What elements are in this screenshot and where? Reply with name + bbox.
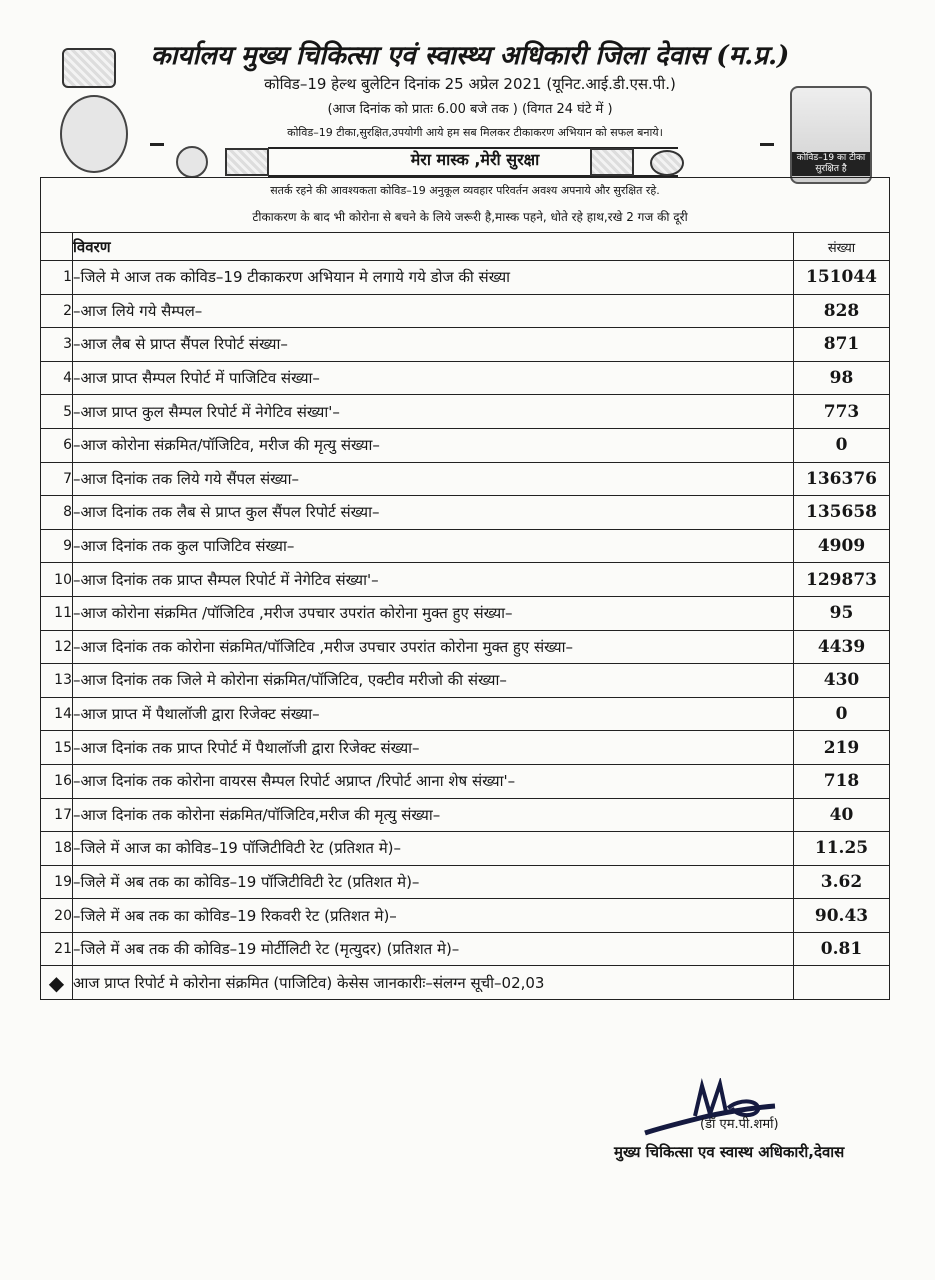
row-description: –आज दिनांक तक कुल पाजिटिव संख्या– bbox=[73, 529, 794, 563]
divider-dash-right bbox=[760, 143, 774, 146]
table-row bbox=[41, 294, 890, 328]
row-number: 5 bbox=[41, 395, 73, 429]
row-value: 4439 bbox=[794, 630, 890, 664]
row-description: –जिले में अब तक की कोविड–19 मोर्टीलिटी रेट (मृत्युदर) (प्रतिशत मे)– bbox=[73, 932, 794, 966]
time-line: (आज दिनांक को प्रातः 6.00 बजे तक ) (विगत 24 घंटे में ) bbox=[327, 102, 613, 117]
row-number: 7 bbox=[41, 462, 73, 496]
row-number: 14 bbox=[41, 697, 73, 731]
bulletin-table bbox=[40, 232, 890, 1000]
column-header-count: संख्या bbox=[794, 233, 890, 261]
row-value: 98 bbox=[794, 361, 890, 395]
table-row bbox=[41, 596, 890, 630]
column-header-description: विवरण bbox=[73, 233, 794, 261]
row-number: 8 bbox=[41, 496, 73, 530]
row-description: –आज दिनांक तक प्राप्त सैम्पल रिपोर्ट में नेगेटिव संख्या'– bbox=[73, 563, 794, 597]
row-number: 9 bbox=[41, 529, 73, 563]
table-row bbox=[41, 529, 890, 563]
row-value: 828 bbox=[794, 294, 890, 328]
table-row bbox=[41, 764, 890, 798]
table-row bbox=[41, 865, 890, 899]
row-value: 871 bbox=[794, 328, 890, 362]
row-value: 0 bbox=[794, 697, 890, 731]
distancing-illustration-icon bbox=[650, 150, 684, 176]
row-value: 135658 bbox=[794, 496, 890, 530]
row-description: –जिले में अब तक का कोविड–19 पॉजिटीविटी रेट (प्रतिशत मे)– bbox=[73, 865, 794, 899]
footer-empty-cell bbox=[794, 966, 890, 1000]
row-number: 4 bbox=[41, 361, 73, 395]
row-description: –आज दिनांक तक कोरोना संक्रमित/पॉजिटिव ,मरीज उपचार उपरांत कोरोना मुक्त हुए संख्या– bbox=[73, 630, 794, 664]
office-title: कार्यालय मुख्य चिकित्सा एवं स्वास्थ्य अधिकारी जिला देवास (म.प्र.) bbox=[150, 41, 790, 71]
row-description: –आज प्राप्त में पैथालॉजी द्वारा रिजेक्ट संख्या– bbox=[73, 697, 794, 731]
table-row bbox=[41, 932, 890, 966]
row-value: 90.43 bbox=[794, 899, 890, 933]
row-description: –जिले मे आज तक कोविड–19 टीकाकरण अभियान मे लगाये गये डोज की संख्या bbox=[73, 261, 794, 295]
table-row bbox=[41, 798, 890, 832]
row-value: 3.62 bbox=[794, 865, 890, 899]
logo-caption: कोविड–19 का टीका सुरक्षित है bbox=[792, 152, 870, 176]
row-number: 13 bbox=[41, 664, 73, 698]
row-number: 10 bbox=[41, 563, 73, 597]
row-value: 151044 bbox=[794, 261, 890, 295]
row-value: 0 bbox=[794, 428, 890, 462]
row-description: –जिले में अब तक का कोविड–19 रिकवरी रेट (प्रतिशत मे)– bbox=[73, 899, 794, 933]
table-row bbox=[41, 395, 890, 429]
divider-dash bbox=[150, 143, 164, 146]
hand-wash-illustration-icon bbox=[62, 48, 116, 88]
row-number: 16 bbox=[41, 764, 73, 798]
table-row bbox=[41, 361, 890, 395]
row-description: –आज दिनांक तक कोरोना वायरस सैम्पल रिपोर्ट अप्राप्त /रिपोर्ट आना शेष संख्या'– bbox=[73, 764, 794, 798]
row-description: –जिले में आज का कोविड–19 पॉजिटीविटी रेट (प्रतिशत मे)– bbox=[73, 832, 794, 866]
table-row bbox=[41, 261, 890, 295]
diamond-bullet-icon: ◆ bbox=[41, 966, 73, 1000]
row-description: –आज प्राप्त सैम्पल रिपोर्ट में पाजिटिव संख्या– bbox=[73, 361, 794, 395]
mask-left-illustration-icon bbox=[225, 148, 269, 176]
table-row bbox=[41, 630, 890, 664]
table-row bbox=[41, 462, 890, 496]
row-value: 40 bbox=[794, 798, 890, 832]
vaccination-appeal: कोविड–19 टीका,सुरक्षित,उपयोगी आये हम सब मिलकर टीकाकरण अभियान को सफल बनाये। bbox=[287, 126, 663, 139]
table-row bbox=[41, 428, 890, 462]
row-number: 19 bbox=[41, 865, 73, 899]
row-value: 773 bbox=[794, 395, 890, 429]
header-number-cell bbox=[41, 233, 73, 261]
table-row bbox=[41, 664, 890, 698]
vaccine-safe-logo bbox=[790, 86, 872, 184]
row-description: –आज लैब से प्राप्त सैंपल रिपोर्ट संख्या– bbox=[73, 328, 794, 362]
row-number: 2 bbox=[41, 294, 73, 328]
small-face-illustration-icon bbox=[176, 146, 208, 178]
row-description: –आज कोरोना संक्रमित/पॉजिटिव, मरीज की मृत्यु संख्या– bbox=[73, 428, 794, 462]
row-number: 15 bbox=[41, 731, 73, 765]
caution-line-2: टीकाकरण के बाद भी कोरोना से बचने के लिये जरूरी है,मास्क पहने, धोते रहे हाथ,रखे 2 गज की दूरी bbox=[252, 210, 688, 224]
row-number: 1 bbox=[41, 261, 73, 295]
caution-line-1: सतर्क रहने की आवश्यकता कोविड–19 अनुकूल व्यवहार परिवर्तन अवश्य अपनाये और सुरक्षित रहे. bbox=[270, 184, 660, 197]
table-row bbox=[41, 563, 890, 597]
footer-note: आज प्राप्त रिपोर्ट मे कोरोना संक्रमित (पाजिटिव) केसेस जानकारीः–संलग्न सूची–02,03 bbox=[73, 966, 794, 1000]
row-description: –आज दिनांक तक लैब से प्राप्त कुल सैंपल रिपोर्ट संख्या– bbox=[73, 496, 794, 530]
masked-person-illustration-icon bbox=[60, 95, 128, 173]
row-value: 0.81 bbox=[794, 932, 890, 966]
row-value: 430 bbox=[794, 664, 890, 698]
row-number: 17 bbox=[41, 798, 73, 832]
signatory-name: (डॉ एम.पी.शर्मा) bbox=[700, 1117, 779, 1132]
row-value: 219 bbox=[794, 731, 890, 765]
row-number: 12 bbox=[41, 630, 73, 664]
row-value: 4909 bbox=[794, 529, 890, 563]
signatory-designation: मुख्य चिकित्सा एव स्वास्थ अधिकारी,देवास bbox=[614, 1143, 845, 1161]
table-row bbox=[41, 328, 890, 362]
row-number: 21 bbox=[41, 932, 73, 966]
table-row bbox=[41, 832, 890, 866]
row-number: 11 bbox=[41, 596, 73, 630]
slogan: मेरा मास्क ,मेरी सुरक्षा bbox=[410, 150, 540, 169]
row-value: 129873 bbox=[794, 563, 890, 597]
row-value: 95 bbox=[794, 596, 890, 630]
row-description: –आज कोरोना संक्रमित /पॉजिटिव ,मरीज उपचार उपरांत कोरोना मुक्त हुए संख्या– bbox=[73, 596, 794, 630]
row-description: –आज दिनांक तक जिले मे कोरोना संक्रमित/पॉजिटिव, एक्टीव मरीजो की संख्या– bbox=[73, 664, 794, 698]
row-number: 18 bbox=[41, 832, 73, 866]
row-description: –आज लिये गये सैम्पल– bbox=[73, 294, 794, 328]
row-description: –आज दिनांक तक लिये गये सैंपल संख्या– bbox=[73, 462, 794, 496]
bulletin-line: कोविड–19 हेल्थ बुलेटिन दिनांक 25 अप्रेल 2021 (यूनिट.आई.डी.एस.पी.) bbox=[264, 75, 676, 93]
mask-right-illustration-icon bbox=[590, 148, 634, 176]
row-number: 6 bbox=[41, 428, 73, 462]
row-description: –आज दिनांक तक प्राप्त रिपोर्ट में पैथालॉजी द्वारा रिजेक्ट संख्या– bbox=[73, 731, 794, 765]
table-row bbox=[41, 899, 890, 933]
row-value: 136376 bbox=[794, 462, 890, 496]
row-value: 11.25 bbox=[794, 832, 890, 866]
row-description: –आज प्राप्त कुल सैम्पल रिपोर्ट में नेगेटिव संख्या'– bbox=[73, 395, 794, 429]
row-number: 3 bbox=[41, 328, 73, 362]
table-header-row bbox=[41, 233, 890, 261]
row-value: 718 bbox=[794, 764, 890, 798]
table-row bbox=[41, 731, 890, 765]
row-number: 20 bbox=[41, 899, 73, 933]
table-footer-row bbox=[41, 966, 890, 1000]
table-row bbox=[41, 697, 890, 731]
table-row bbox=[41, 496, 890, 530]
row-description: –आज दिनांक तक कोरोना संक्रमित/पॉजिटिव,मरीज की मृत्यु संख्या– bbox=[73, 798, 794, 832]
